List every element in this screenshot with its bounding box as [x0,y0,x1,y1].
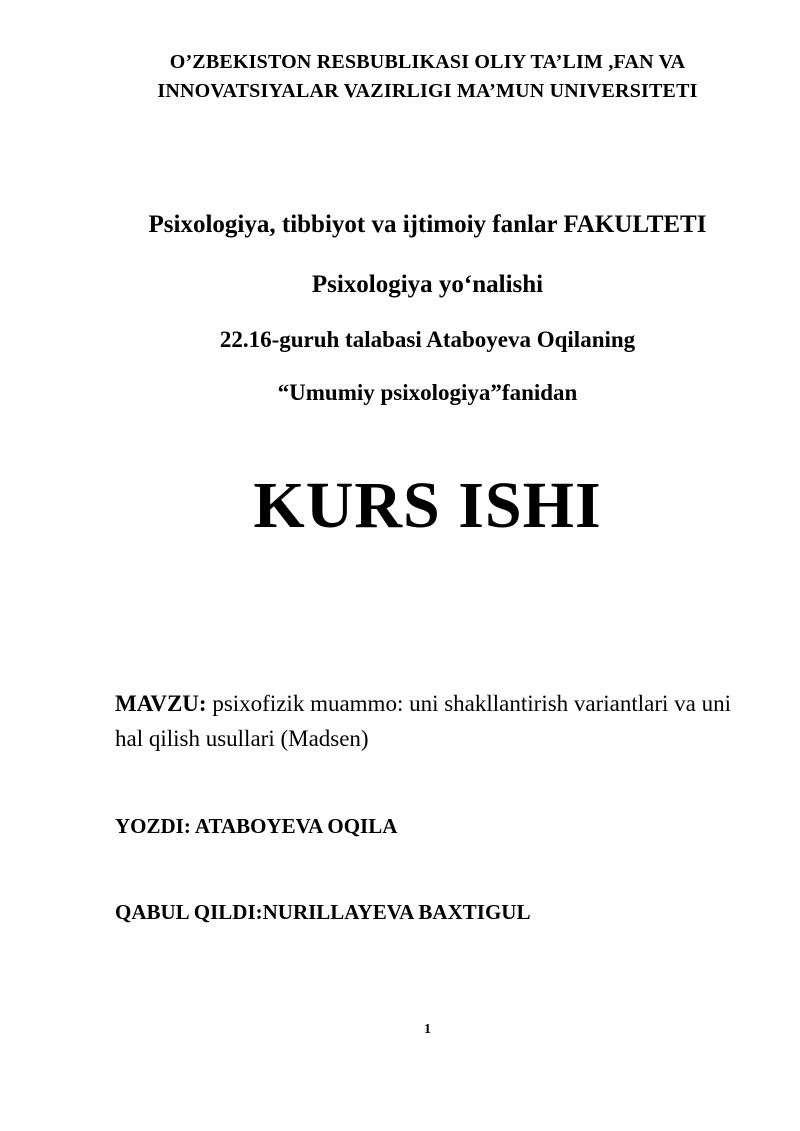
university-header [115,48,740,106]
student-line: 22.16-guruh talabasi Ataboyeva Oqilaning [219,327,636,352]
topic-line [115,686,740,756]
page-number: 1 [424,1022,431,1037]
subject-line: “Umumiy psixologiya”fanidan [277,380,578,405]
topic-label: MAVZU: [115,691,207,716]
faculty-line: Psixologiya, tibbiyot va ijtimoiy fanlar FAKULTETI [148,211,707,238]
university-header-line-2: INNOVATSIYALAR VAZIRLIGI MA’MUN UNIVERSITETI [157,80,698,102]
university-header-line-1: O’ZBEKISTON RESBUBLIKASI OLIY TA’LIM ,FAN VA [169,51,686,73]
reviewer-line: QABUL QILDI:NURILLAYEVA BAXTIGUL [115,900,531,924]
author-line: YOZDI: ATABOYEVA OQILA [115,814,398,838]
document-title: KURS ISHI [253,469,602,542]
direction-line: Psixologiya yo‘nalishi [311,271,544,298]
topic-text: psixofizik muammo: uni shakllantirish variantlari va uni hal qilish usullari (Madsen) [115,691,732,751]
